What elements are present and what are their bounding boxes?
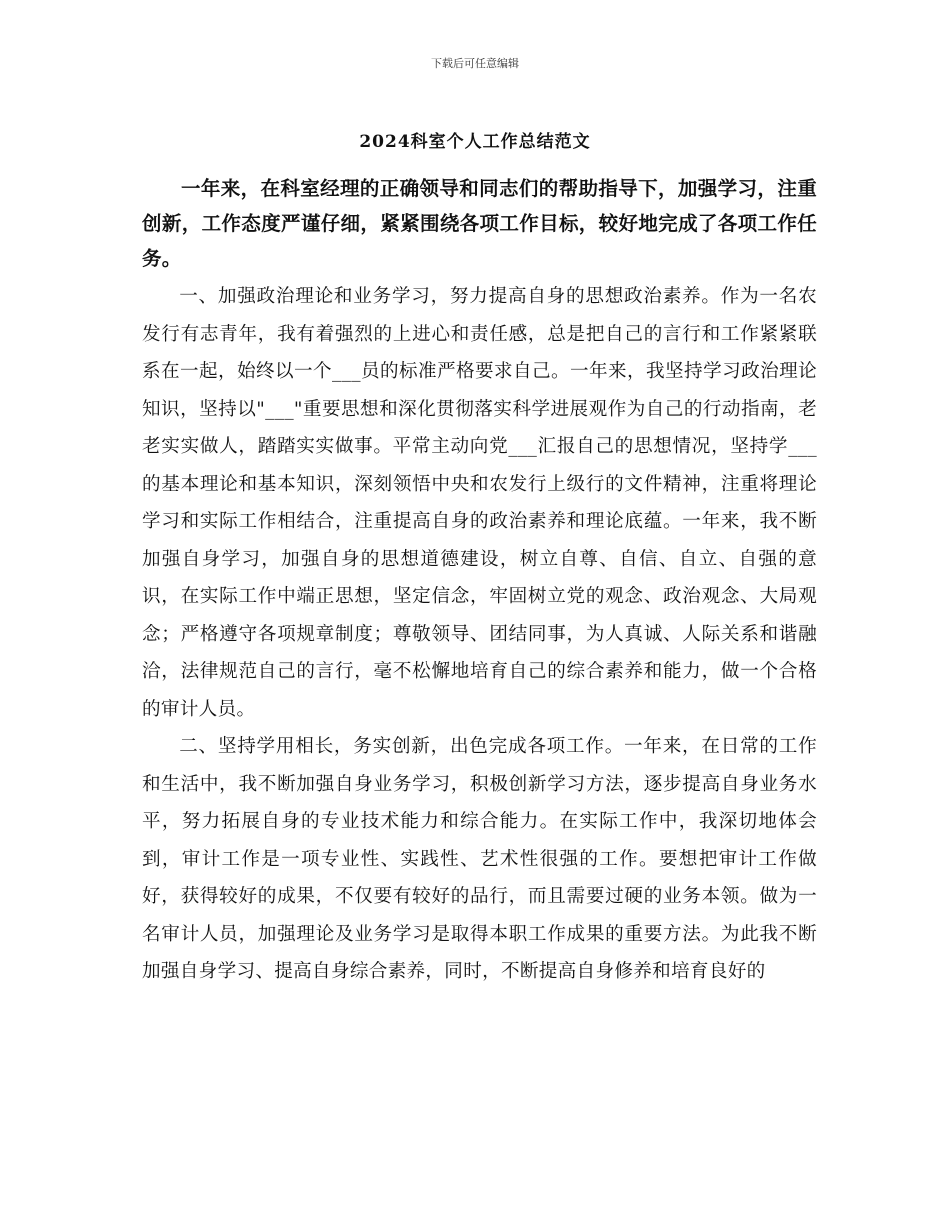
document-title: 2024科室个人工作总结范文 <box>359 132 591 152</box>
intro-paragraph: 一年来，在科室经理的正确领导和同志们的帮助指导下，加强学习，注重创新，工作态度严谨仔细，紧紧围绕各项工作目标，较好地完成了各项工作任务。 <box>142 177 817 270</box>
document-body <box>142 171 817 991</box>
page-header-note: 下载后可任意编辑 <box>431 57 519 70</box>
section-two-paragraph: 二、坚持学用相长，务实创新，出色完成各项工作。一年来，在日常的工作和生活中，我不断加强自身业务学习，积极创新学习方法，逐步提高自身业务水平，努力拓展自身的专业技术能力和综合能力。在实际工作中，我深切地体会到，审计工作是一项专业性、实践性、艺术性很强的工作。要想把审计工作做好，获得较好的成果，不仅要有较好的品行，而且需要过硬的业务本领。做为一名审计人员，加强理论及业务学习是取得本职工作成果的重要方法。为此我不断加强自身学习、提高自身综合素养，同时，不断提高自身修养和培育良好的 <box>142 736 817 982</box>
section-one-paragraph: 一、加强政治理论和业务学习，努力提高自身的思想政治素养。作为一名农发行有志青年，我有着强烈的上进心和责任感，总是把自己的言行和工作紧紧联系在一起，始终以一个___员的标准严格要求自己。一年来，我坚持学习政治理论知识，坚持以"___"重要思想和深化贯彻落实科学进展观作为自己的行动指南，老老实实做人，踏踏实实做事。平常主动向党___汇报自己的思想情况，坚持学___的基本理论和基本知识，深刻领悟中央和农发行上级行的文件精神，注重将理论学习和实际工作相结合，注重提高自身的政治素养和理论底蕴。一年来，我不断加强自身学习，加强自身的思想道德建设，树立自尊、自信、自立、自强的意识，在实际工作中端正思想，坚定信念，牢固树立党的观念、政治观念、大局观念；严格遵守各项规章制度；尊敬领导、团结同事，为人真诚、人际关系和谐融洽，法律规范自己的言行，毫不松懈地培育自己的综合素养和能力，做一个合格的审计人员。 <box>142 286 817 720</box>
